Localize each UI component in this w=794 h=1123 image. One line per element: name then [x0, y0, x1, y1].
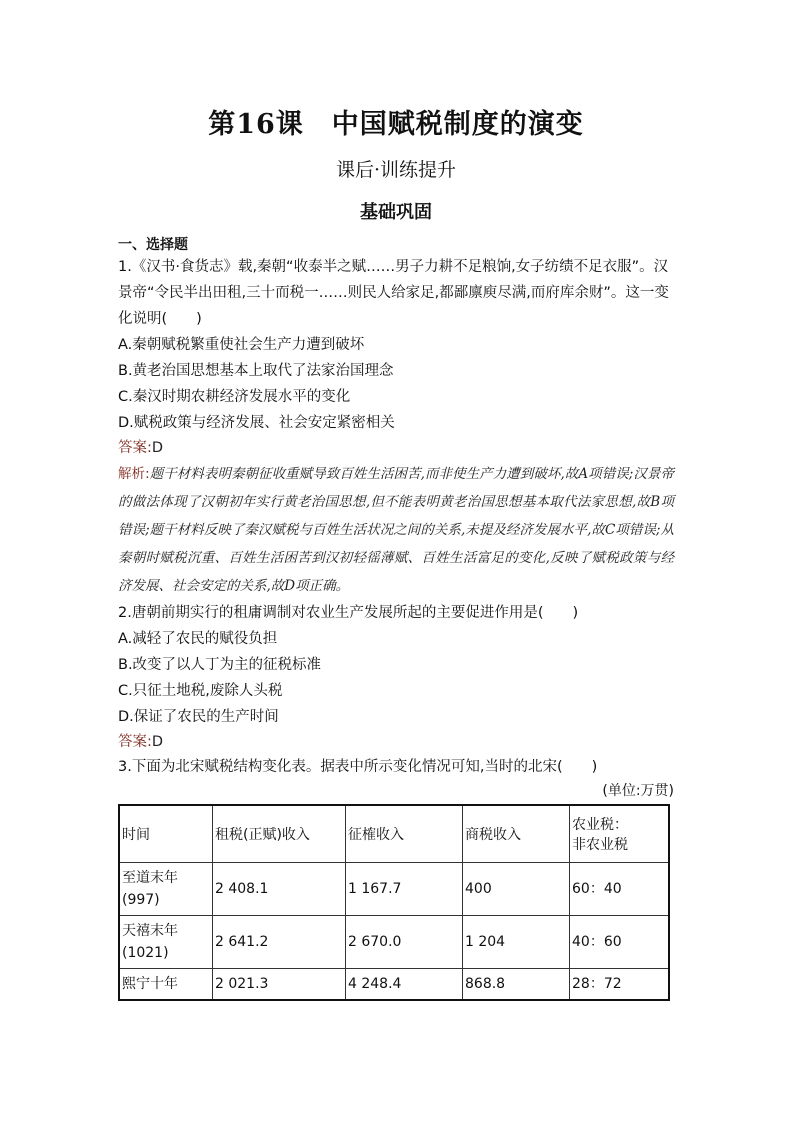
question-2-option-c: C.只征土地税,废除人头税 [118, 683, 283, 699]
question-2-answer [118, 730, 674, 754]
question-1-option-b: B.黄老治国思想基本上取代了法家治国理念 [118, 363, 394, 379]
table-cell: 2 641.2 [213, 916, 346, 969]
table-header-row [119, 805, 669, 863]
answer-label: 答案: [118, 440, 152, 456]
question-2-option-d: D.保证了农民的生产时间 [118, 709, 279, 725]
table-cell: 868.8 [463, 969, 570, 1001]
table-cell: 熙宁十年 [119, 969, 213, 1001]
section-heading: 基础巩固 [360, 202, 432, 223]
page-title: 第16课 中国赋税制度的演变 [208, 109, 584, 140]
explanation-text: 题干材料表明秦朝征收重赋导致百姓生活困苦,而非使生产力遭到破坏,故A项错误;汉景帝的做法体现了汉朝初年实行黄老治国思想,但不能表明黄老治国思想基本取代法家思想,故B项错误;题干材料反映了秦汉赋税与百姓生活状况之间的关系,未提及经济发展水平,故C项错误;从秦朝时赋税沉重、百姓生活困苦到汉初轻徭薄赋、百姓生活富足的变化,反映了赋税政策与经济发展、社会安定的关系,故D项正确。 [118, 466, 674, 594]
question-1-explanation [118, 460, 674, 600]
table-cell: 2 021.3 [213, 969, 346, 1001]
table-row [119, 969, 669, 1001]
table-header-cell: 征榷收入 [346, 805, 463, 863]
table-cell: 2 408.1 [213, 863, 346, 916]
table-cell: 至道末年 (997) [119, 863, 213, 916]
table-header-cell: 时间 [119, 805, 213, 863]
page-subtitle: 课后·训练提升 [335, 159, 457, 181]
answer-label: 答案: [118, 734, 152, 750]
question-1-option-a: A.秦朝赋税繁重使社会生产力遭到破坏 [118, 337, 365, 353]
question-2-option-b: B.改变了以人丁为主的征税标准 [118, 657, 322, 673]
table-row [119, 916, 669, 969]
table-cell: 40：60 [570, 916, 670, 969]
part-heading: 一、选择题 [118, 237, 188, 253]
question-2-stem: 2.唐朝前期实行的租庸调制对农业生产发展所起的主要促进作用是( ) [118, 605, 579, 621]
table-cell: 4 248.4 [346, 969, 463, 1001]
table-header-cell: 租税(正赋)收入 [213, 805, 346, 863]
question-3-stem: 3.下面为北宋赋税结构变化表。据表中所示变化情况可知,当时的北宋( ) [118, 759, 598, 775]
table-row [119, 863, 669, 916]
table-cell: 400 [463, 863, 570, 916]
question-1-stem: 1.《汉书·食货志》载,秦朝“收泰半之赋……男子力耕不足粮饷,女子纺绩不足衣服”。汉景帝“令民半出田租,三十而税一……则民人给家足,都鄙廪庾尽满,而府库余财”。这一变化说明( ) [118, 259, 669, 327]
table-cell: 1 204 [463, 916, 570, 969]
table-cell: 2 670.0 [346, 916, 463, 969]
answer-value: D [151, 440, 164, 456]
question-2-option-a: A.减轻了农民的赋役负担 [118, 631, 278, 647]
table-header-cell: 商税收入 [463, 805, 570, 863]
table-unit-note: (单位:万贯) [602, 783, 674, 799]
question-1-option-d: D.赋税政策与经济发展、社会安定紧密相关 [118, 415, 395, 431]
table-header-cell: 农业税： 非农业税 [570, 805, 670, 863]
document-page [118, 96, 674, 1001]
question-1-option-c: C.秦汉时期农耕经济发展水平的变化 [118, 389, 351, 405]
question-1-answer [118, 436, 674, 460]
tax-structure-table [118, 804, 670, 1001]
explanation-label: 解析: [118, 466, 150, 482]
answer-value: D [151, 734, 164, 750]
table-cell: 1 167.7 [346, 863, 463, 916]
table-cell: 天禧末年 (1021) [119, 916, 213, 969]
table-cell: 28：72 [570, 969, 670, 1001]
table-cell: 60：40 [570, 863, 670, 916]
